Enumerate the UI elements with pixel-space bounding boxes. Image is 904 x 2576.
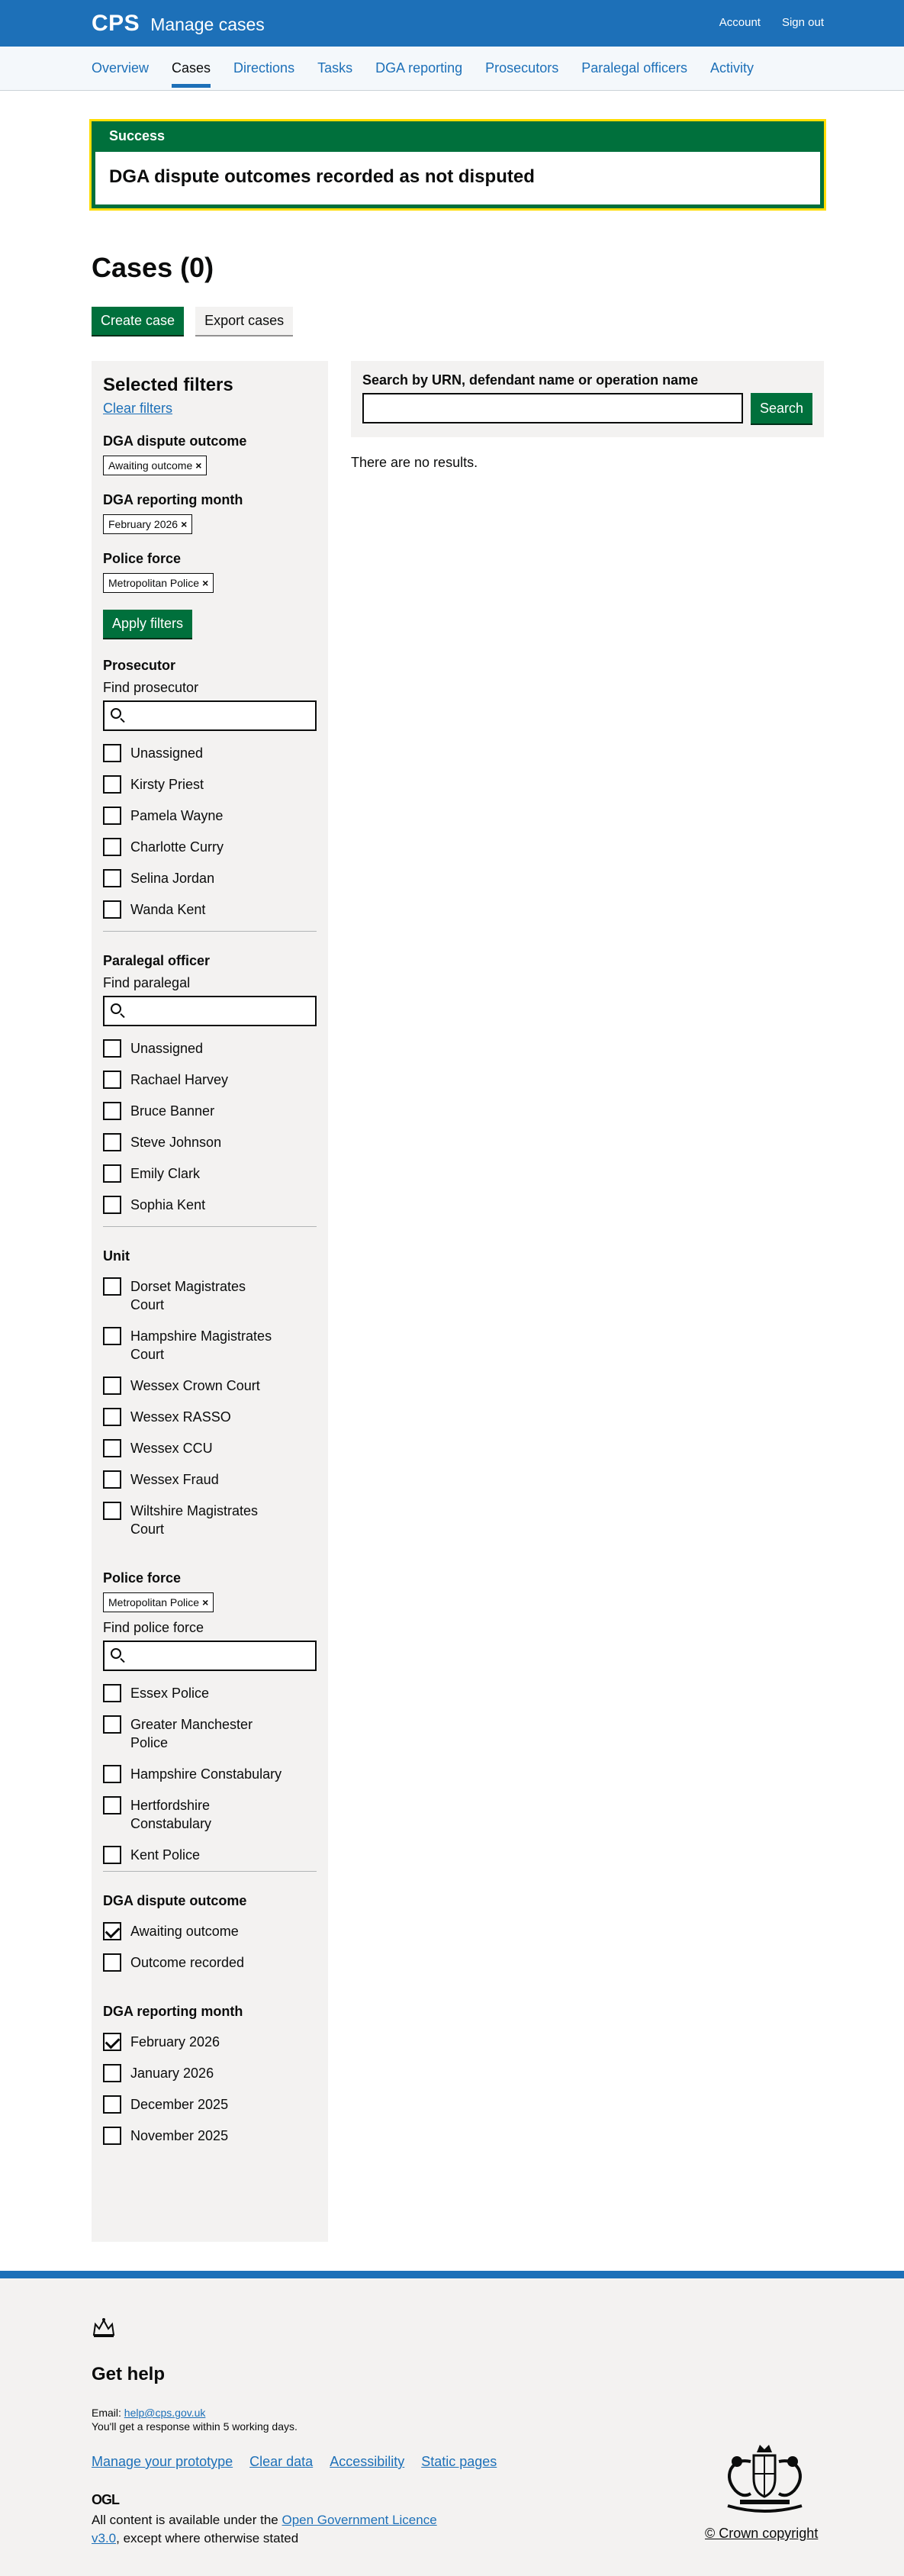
checkbox-item[interactable]	[103, 869, 317, 887]
site-header	[0, 0, 904, 47]
checkbox[interactable]	[103, 1765, 121, 1783]
police-section	[103, 1570, 317, 1871]
checkbox-label: Wanda Kent	[130, 902, 206, 917]
checkbox-label: Rachael Harvey	[130, 1072, 229, 1087]
checkbox[interactable]	[103, 744, 121, 762]
checkbox[interactable]	[103, 1439, 121, 1457]
checkbox[interactable]	[103, 1377, 121, 1395]
nav-item-activity[interactable]: Activity	[709, 60, 754, 76]
selected-filters-heading: Selected filters	[103, 375, 233, 395]
checkbox-label: Wiltshire Magistrates Court	[130, 1503, 259, 1537]
prosecutor-heading: Prosecutor	[103, 658, 176, 673]
checkbox-label: Awaiting outcome	[130, 1924, 239, 1939]
nav-item-overview[interactable]: Overview	[92, 60, 150, 76]
checkbox-item[interactable]	[103, 807, 317, 825]
accessibility-link[interactable]: Accessibility	[330, 2454, 405, 2469]
checkbox-item[interactable]	[103, 1133, 317, 1151]
manage-prototype-link[interactable]: Manage your prototype	[92, 2454, 233, 2469]
checkbox-item[interactable]	[103, 1953, 317, 1972]
checkbox-label: December 2025	[130, 2097, 229, 2112]
checkbox-item[interactable]	[103, 744, 317, 762]
nav-item-prosecutors[interactable]: Prosecutors	[485, 60, 559, 76]
clear-filters-link[interactable]: Clear filters	[103, 401, 173, 416]
checkbox[interactable]	[103, 2095, 121, 2114]
no-results-text: There are no results.	[351, 455, 478, 470]
checkbox-item[interactable]	[103, 1071, 317, 1089]
licence-link[interactable]: Open Government Licence v3.0	[92, 2513, 437, 2545]
checkbox-item[interactable]	[103, 1684, 317, 1702]
create-case-button[interactable]: Create case	[92, 307, 184, 335]
static-pages-link[interactable]: Static pages	[421, 2454, 497, 2469]
checkbox-label: Hampshire Magistrates Court	[130, 1328, 272, 1362]
checkbox[interactable]	[103, 1715, 121, 1734]
checkbox-checked[interactable]	[103, 2033, 121, 2051]
nav-item-cases[interactable]: Cases	[172, 60, 211, 88]
checkbox-item[interactable]	[103, 1196, 317, 1214]
checkbox-item[interactable]	[103, 1277, 317, 1314]
checkbox-item[interactable]	[103, 1502, 317, 1538]
checkbox-item[interactable]	[103, 1846, 317, 1864]
paralegal-list[interactable]	[103, 1026, 317, 1226]
filter-panel	[92, 361, 328, 2242]
checkbox-label: Greater Manchester Police	[130, 1717, 253, 1750]
checkbox-item[interactable]	[103, 1439, 317, 1457]
checkbox[interactable]	[103, 900, 121, 919]
paralegal-heading: Paralegal officer	[103, 953, 211, 968]
checkbox[interactable]	[103, 1408, 121, 1426]
crown-copyright-link[interactable]: © Crown copyright	[705, 2526, 819, 2541]
checkbox-label: Essex Police	[130, 1686, 210, 1701]
tag-label: Metropolitan Police	[108, 577, 200, 589]
nav-item-directions[interactable]: Directions	[233, 60, 295, 76]
dispute-section	[103, 1871, 317, 1972]
checkbox-label: Steve Johnson	[130, 1135, 222, 1150]
checkbox-item[interactable]	[103, 1765, 317, 1783]
find-paralegal-label: Find paralegal	[103, 975, 191, 990]
find-prosecutor-label: Find prosecutor	[103, 680, 199, 695]
response-time: You'll get a response within 5 working days.	[92, 2420, 298, 2433]
unit-heading: Unit	[103, 1248, 130, 1264]
paralegal-section	[103, 931, 317, 1226]
checkbox-label: Outcome recorded	[130, 1955, 245, 1970]
banner-title: Success	[95, 125, 820, 152]
checkbox-item[interactable]	[103, 2127, 317, 2145]
remove-icon: ×	[202, 1596, 209, 1608]
checkbox-checked[interactable]	[103, 1922, 121, 1940]
police-search-input[interactable]	[103, 1641, 317, 1671]
royal-crest-icon	[717, 2439, 812, 2519]
filter-tag-month[interactable]	[103, 514, 192, 534]
checkbox[interactable]	[103, 1039, 121, 1058]
checkbox-item[interactable]	[103, 1796, 317, 1833]
checkbox-label: Bruce Banner	[130, 1103, 215, 1119]
checkbox-item[interactable]	[103, 1715, 317, 1752]
help-email	[92, 2407, 205, 2419]
prosecutor-list[interactable]	[103, 731, 317, 931]
checkbox-item[interactable]	[103, 1039, 317, 1058]
checkbox-label: Charlotte Curry	[130, 839, 224, 855]
find-police-label: Find police force	[103, 1620, 204, 1635]
ogl-logo: OGL	[92, 2492, 119, 2507]
tag-label: February 2026	[108, 518, 179, 530]
page-actions	[92, 307, 293, 335]
checkbox[interactable]	[103, 1102, 121, 1120]
selected-filter-heading: Police force	[103, 551, 182, 566]
search-button[interactable]: Search	[751, 393, 812, 423]
checkbox-item[interactable]	[103, 1102, 317, 1120]
checkbox-item[interactable]	[103, 1922, 317, 1940]
checkbox-item[interactable]	[103, 1470, 317, 1489]
month-heading: DGA reporting month	[103, 2004, 243, 2019]
checkbox[interactable]	[103, 807, 121, 825]
export-cases-button[interactable]: Export cases	[195, 307, 293, 335]
get-help-heading: Get help	[92, 2364, 166, 2384]
checkbox-label: Pamela Wayne	[130, 808, 224, 823]
checkbox-item[interactable]	[103, 775, 317, 794]
checkbox[interactable]	[103, 1796, 121, 1814]
checkbox[interactable]	[103, 1470, 121, 1489]
checkbox-item[interactable]	[103, 1408, 317, 1426]
checkbox[interactable]	[103, 1164, 121, 1183]
search-panel	[351, 361, 824, 437]
checkbox[interactable]	[103, 869, 121, 887]
licence-pre: All content is available under the	[92, 2513, 282, 2527]
licence-text	[92, 2511, 442, 2548]
checkbox-label: Hertfordshire Constabulary	[130, 1798, 212, 1831]
success-banner	[92, 121, 824, 208]
licence-post: , except where otherwise stated	[116, 2531, 299, 2545]
brand	[92, 11, 265, 37]
tag-label: Awaiting outcome	[108, 459, 193, 472]
nav-item-tasks[interactable]: Tasks	[317, 60, 353, 76]
email-label: Email:	[92, 2407, 124, 2419]
clear-data-link[interactable]: Clear data	[249, 2454, 314, 2469]
tag-label: Metropolitan Police	[108, 1596, 200, 1608]
paralegal-search-input[interactable]	[103, 996, 317, 1026]
checkbox[interactable]	[103, 1846, 121, 1864]
checkbox-item[interactable]	[103, 1164, 317, 1183]
checkbox-label: Kirsty Priest	[130, 777, 204, 792]
checkbox[interactable]	[103, 1502, 121, 1520]
email-link[interactable]: help@cps.gov.uk	[124, 2407, 206, 2419]
checkbox[interactable]	[103, 1684, 121, 1702]
account-link[interactable]: Account	[719, 16, 761, 29]
checkbox-label: Kent Police	[130, 1847, 201, 1863]
checkbox-label: Unassigned	[130, 745, 204, 761]
checkbox-item[interactable]	[103, 2095, 317, 2114]
remove-icon: ×	[202, 577, 209, 589]
banner-message: DGA dispute outcomes recorded as not disputed	[109, 166, 535, 187]
dispute-heading: DGA dispute outcome	[103, 1893, 247, 1908]
checkbox[interactable]	[103, 1953, 121, 1972]
filter-tag-police[interactable]	[103, 1592, 214, 1612]
checkbox-label: February 2026	[130, 2034, 220, 2050]
crown-icon	[92, 2317, 116, 2338]
filter-tag-police[interactable]	[103, 573, 214, 593]
checkbox-label: Selina Jordan	[130, 871, 215, 886]
selected-filter-heading: DGA reporting month	[103, 492, 243, 507]
apply-filters-button[interactable]: Apply filters	[103, 610, 192, 638]
header-links	[719, 16, 824, 29]
checkbox-item[interactable]	[103, 2033, 317, 2051]
checkbox-label: January 2026	[130, 2066, 214, 2081]
page-title: Cases (0)	[92, 252, 214, 283]
sign-out-link[interactable]: Sign out	[781, 16, 824, 29]
filter-tag-dispute[interactable]	[103, 456, 207, 475]
checkbox-item[interactable]	[103, 1377, 317, 1395]
service-name[interactable]: Manage cases	[150, 14, 265, 34]
checkbox[interactable]	[103, 1133, 121, 1151]
nav-item-dga-reporting[interactable]: DGA reporting	[375, 60, 463, 76]
checkbox[interactable]	[103, 1196, 121, 1214]
cps-logo[interactable]: CPS	[92, 11, 140, 36]
search-input[interactable]	[362, 393, 743, 423]
checkbox-label: Unassigned	[130, 1041, 204, 1056]
prosecutor-search-input[interactable]	[103, 700, 317, 731]
checkbox[interactable]	[103, 2064, 121, 2082]
checkbox-label: Wessex RASSO	[130, 1409, 231, 1425]
search-icon	[111, 708, 121, 719]
checkbox[interactable]	[103, 2127, 121, 2145]
checkbox-label: Wessex Crown Court	[130, 1378, 260, 1393]
nav-item-paralegal-officers[interactable]: Paralegal officers	[581, 60, 687, 76]
site-footer	[0, 2271, 904, 2576]
checkbox[interactable]	[103, 1277, 121, 1296]
checkbox-label: Hampshire Constabulary	[130, 1766, 282, 1782]
checkbox-label: Wessex Fraud	[130, 1472, 219, 1487]
checkbox-item[interactable]	[103, 1327, 317, 1364]
checkbox-item[interactable]	[103, 2064, 317, 2082]
checkbox-label: Wessex CCU	[130, 1441, 213, 1456]
checkbox[interactable]	[103, 1071, 121, 1089]
checkbox-label: November 2025	[130, 2128, 229, 2143]
checkbox[interactable]	[103, 1327, 121, 1345]
search-icon	[111, 1003, 121, 1014]
checkbox-label: Dorset Magistrates Court	[130, 1279, 246, 1312]
checkbox-item[interactable]	[103, 900, 317, 919]
selected-filter-heading: DGA dispute outcome	[103, 433, 247, 449]
checkbox-item[interactable]	[103, 838, 317, 856]
checkbox-label: Emily Clark	[130, 1166, 201, 1181]
unit-section	[103, 1226, 317, 1538]
remove-icon: ×	[181, 518, 188, 530]
primary-navigation	[0, 47, 904, 91]
search-icon	[111, 1648, 121, 1659]
checkbox[interactable]	[103, 775, 121, 794]
police-heading: Police force	[103, 1570, 182, 1586]
month-section	[103, 2004, 317, 2145]
checkbox[interactable]	[103, 838, 121, 856]
checkbox-label: Sophia Kent	[130, 1197, 206, 1212]
search-label: Search by URN, defendant name or operation name	[362, 372, 699, 388]
remove-icon: ×	[195, 459, 202, 472]
police-list[interactable]	[103, 1671, 317, 1871]
footer-links	[92, 2454, 497, 2470]
